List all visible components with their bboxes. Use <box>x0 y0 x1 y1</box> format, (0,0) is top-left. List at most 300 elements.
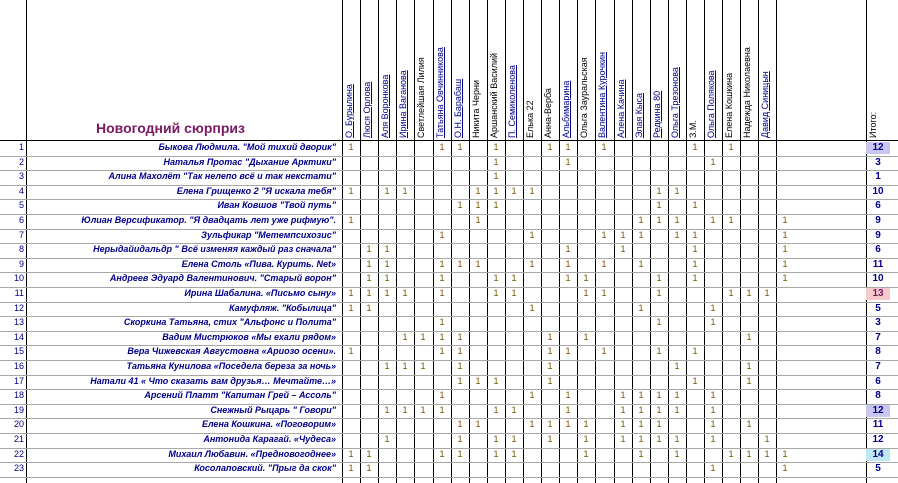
vote-mark: 1 <box>457 259 463 269</box>
vote-mark: 1 <box>493 200 499 210</box>
vote-mark: 1 <box>710 434 716 444</box>
row-total: 5 <box>875 463 881 474</box>
entry-title[interactable]: Быкова Людмила. "Мой тихий дворик" <box>158 142 336 152</box>
vote-mark: 1 <box>656 200 662 210</box>
vote-mark: 1 <box>348 303 354 313</box>
column-header-label: Ольга Полякова <box>706 70 716 138</box>
column-header[interactable] <box>505 2 523 138</box>
vote-mark: 1 <box>493 273 499 283</box>
vote-mark: 1 <box>547 376 553 386</box>
vote-mark: 1 <box>402 186 408 196</box>
row-number: 17 <box>13 376 24 386</box>
vote-mark: 1 <box>638 449 644 459</box>
entry-title[interactable]: Ирина Шабалина. «Письмо сыну» <box>184 288 336 298</box>
column-header-label: Аля Воронкова <box>380 74 390 138</box>
column-header-label: Альбимарина <box>561 80 571 138</box>
vote-mark: 1 <box>583 449 589 459</box>
vote-mark: 1 <box>764 288 770 298</box>
vote-mark: 1 <box>674 434 680 444</box>
vote-mark: 1 <box>565 405 571 415</box>
vote-mark: 1 <box>511 434 517 444</box>
vote-mark: 1 <box>439 449 445 459</box>
vote-mark: 1 <box>547 142 553 152</box>
vote-mark: 1 <box>764 449 770 459</box>
vote-mark: 1 <box>638 259 644 269</box>
vote-mark: 1 <box>656 346 662 356</box>
vote-mark: 1 <box>511 449 517 459</box>
vote-mark: 1 <box>565 259 571 269</box>
entry-title[interactable]: Юлиан Версификатор. "Я двадцать лет уже рифмую". <box>81 215 336 225</box>
column-header[interactable] <box>668 2 686 138</box>
vote-mark: 1 <box>439 390 445 400</box>
vote-mark: 1 <box>493 142 499 152</box>
vote-mark: 1 <box>638 230 644 240</box>
entry-title[interactable]: Елена Кошкина. «Поговорим» <box>201 419 336 429</box>
vote-mark: 1 <box>439 346 445 356</box>
vote-mark: 1 <box>674 449 680 459</box>
column-header-label: Никита Черни <box>471 79 481 138</box>
entry-title[interactable]: Михаил Любавин. «Предновогоднее» <box>168 449 336 459</box>
vote-mark: 1 <box>475 376 481 386</box>
vote-mark: 1 <box>439 273 445 283</box>
entry-title[interactable]: Иван Ковшов "Твой путь" <box>217 200 336 210</box>
vote-mark: 1 <box>565 157 571 167</box>
row-number: 18 <box>13 390 24 400</box>
vote-mark: 1 <box>782 463 788 473</box>
vote-mark: 1 <box>638 390 644 400</box>
header-divider <box>0 140 898 141</box>
column-header-label: Ольга Трезонова <box>670 67 680 138</box>
vote-mark: 1 <box>620 405 626 415</box>
vote-mark: 1 <box>692 376 698 386</box>
vote-mark: 1 <box>656 186 662 196</box>
vote-mark: 1 <box>638 405 644 415</box>
vote-mark: 1 <box>475 186 481 196</box>
vote-mark: 1 <box>366 259 372 269</box>
column-header[interactable] <box>758 2 776 138</box>
vote-mark: 1 <box>348 463 354 473</box>
row-number: 20 <box>13 419 24 429</box>
row-total: 8 <box>875 390 881 401</box>
column-header-label: Редкина 80 <box>652 90 662 138</box>
row-total: 5 <box>875 303 881 314</box>
vote-mark: 1 <box>638 434 644 444</box>
entry-title[interactable]: Антонида Карагай. «Чудеса» <box>203 434 336 444</box>
vote-mark: 1 <box>728 142 734 152</box>
vote-mark: 1 <box>638 303 644 313</box>
vote-mark: 1 <box>692 259 698 269</box>
vote-mark: 1 <box>782 273 788 283</box>
row-number: 16 <box>13 361 24 371</box>
row-total: 10 <box>872 273 884 284</box>
column-header-label: Элая Кыса <box>634 92 644 138</box>
vote-mark: 1 <box>601 142 607 152</box>
column-header-label: Ольга Зауральская <box>579 57 589 138</box>
row-total: 12 <box>866 142 890 154</box>
vote-mark: 1 <box>511 405 517 415</box>
row-number: 1 <box>18 142 24 152</box>
row-number: 14 <box>13 332 24 342</box>
column-header-label: Елена Кошкина <box>724 72 734 138</box>
row-divider <box>0 477 898 478</box>
vote-mark: 1 <box>384 361 390 371</box>
column-header[interactable] <box>378 2 396 138</box>
column-header-label: Анна-Верба <box>543 88 553 138</box>
row-total: 9 <box>875 230 881 241</box>
vote-mark: 1 <box>457 142 463 152</box>
row-total: 1 <box>875 171 881 182</box>
column-header[interactable] <box>632 2 650 138</box>
vote-mark: 1 <box>366 273 372 283</box>
vote-mark: 1 <box>493 449 499 459</box>
entry-title[interactable]: Вадим Мистрюков «Мы ехали рядом» <box>162 332 336 342</box>
vote-mark: 1 <box>348 186 354 196</box>
vote-mark: 1 <box>710 405 716 415</box>
vote-mark: 1 <box>348 142 354 152</box>
column-header[interactable] <box>469 2 487 138</box>
total-header <box>866 2 884 138</box>
row-number: 8 <box>18 244 24 254</box>
vote-mark: 1 <box>656 419 662 429</box>
vote-mark: 1 <box>656 273 662 283</box>
vote-mark: 1 <box>620 230 626 240</box>
vote-mark: 1 <box>457 346 463 356</box>
sheet-title: Новогодний сюрприз <box>96 120 245 136</box>
vote-mark: 1 <box>565 390 571 400</box>
entry-title[interactable]: Косолаповский. "Прыг да скок" <box>194 463 336 473</box>
column-header[interactable] <box>433 2 451 138</box>
vote-mark: 1 <box>656 215 662 225</box>
vote-mark: 1 <box>710 390 716 400</box>
vote-mark: 1 <box>583 434 589 444</box>
vote-mark: 1 <box>638 419 644 429</box>
vote-mark: 1 <box>674 361 680 371</box>
row-number: 22 <box>13 449 24 459</box>
entry-title[interactable]: Скоркина Татьяна, стих "Альфонс и Полита" <box>123 317 336 327</box>
vote-mark: 1 <box>674 215 680 225</box>
row-number: 2 <box>18 157 24 167</box>
vote-mark: 1 <box>782 449 788 459</box>
vote-mark: 1 <box>746 449 752 459</box>
entry-title[interactable]: Натали 41 « Что сказать вам друзья… Мечтайте…» <box>90 376 336 386</box>
vote-mark: 1 <box>457 449 463 459</box>
vote-mark: 1 <box>710 317 716 327</box>
vote-mark: 1 <box>366 303 372 313</box>
vote-mark: 1 <box>457 200 463 210</box>
entry-title[interactable]: Андреев Эдуард Валентинович. "Старый ворон" <box>109 273 336 283</box>
vote-mark: 1 <box>529 259 535 269</box>
column-header[interactable] <box>577 2 595 138</box>
column-header-label: Алена Качина <box>616 79 626 138</box>
vote-mark: 1 <box>656 390 662 400</box>
row-total: 8 <box>875 346 881 357</box>
column-header[interactable] <box>686 2 704 138</box>
vote-mark: 1 <box>529 230 535 240</box>
total-header-label: Итого: <box>868 111 878 138</box>
vote-mark: 1 <box>402 332 408 342</box>
vote-mark: 1 <box>457 376 463 386</box>
vote-mark: 1 <box>457 361 463 371</box>
vote-mark: 1 <box>402 288 408 298</box>
vote-mark: 1 <box>457 419 463 429</box>
vote-mark: 1 <box>656 434 662 444</box>
vote-mark: 1 <box>638 215 644 225</box>
vote-mark: 1 <box>439 142 445 152</box>
vote-mark: 1 <box>529 186 535 196</box>
vote-mark: 1 <box>656 317 662 327</box>
vote-mark: 1 <box>746 332 752 342</box>
row-total: 6 <box>875 244 881 255</box>
column-header[interactable] <box>595 2 613 138</box>
vote-mark: 1 <box>511 273 517 283</box>
vote-mark: 1 <box>656 288 662 298</box>
vote-mark: 1 <box>782 230 788 240</box>
column-header[interactable] <box>360 2 378 138</box>
entry-title[interactable]: Нерыдайидальдр " Всё изменяя каждый раз сначала" <box>93 244 336 254</box>
column-header[interactable] <box>722 2 740 138</box>
vote-mark: 1 <box>710 303 716 313</box>
vote-mark: 1 <box>348 449 354 459</box>
row-number: 6 <box>18 215 24 225</box>
column-header[interactable] <box>559 2 577 138</box>
vote-mark: 1 <box>692 273 698 283</box>
column-header-label: Татьяна Овчинникова <box>435 47 445 138</box>
vote-mark: 1 <box>493 171 499 181</box>
row-total: 11 <box>872 419 884 430</box>
entry-title[interactable]: Елена Грищенко 2 "Я искала тебя" <box>176 186 336 196</box>
vote-mark: 1 <box>366 463 372 473</box>
column-header[interactable] <box>614 2 632 138</box>
row-total: 13 <box>866 288 890 300</box>
column-header[interactable] <box>523 2 541 138</box>
vote-mark: 1 <box>728 215 734 225</box>
column-header[interactable] <box>740 2 758 138</box>
vote-mark: 1 <box>420 361 426 371</box>
vote-mark: 1 <box>764 434 770 444</box>
vote-mark: 1 <box>692 142 698 152</box>
vote-mark: 1 <box>348 215 354 225</box>
entry-title[interactable]: Камуфляж. "Кобылица" <box>229 303 336 313</box>
row-number: 23 <box>13 463 24 473</box>
vote-mark: 1 <box>366 288 372 298</box>
vote-mark: 1 <box>620 419 626 429</box>
vote-mark: 1 <box>439 332 445 342</box>
vote-mark: 1 <box>601 230 607 240</box>
column-header-label: Аршанский Василий <box>489 52 499 138</box>
vote-mark: 1 <box>384 405 390 415</box>
row-number: 5 <box>18 200 24 210</box>
vote-mark: 1 <box>692 230 698 240</box>
vote-mark: 1 <box>674 186 680 196</box>
vote-mark: 1 <box>565 273 571 283</box>
row-number: 13 <box>13 317 24 327</box>
column-header-label: Люся Орлова <box>362 81 372 138</box>
vote-mark: 1 <box>746 376 752 386</box>
vote-mark: 1 <box>547 361 553 371</box>
row-total: 6 <box>875 200 881 211</box>
vote-mark: 1 <box>583 288 589 298</box>
vote-mark: 1 <box>420 405 426 415</box>
vote-mark: 1 <box>348 346 354 356</box>
column-header-label: О.Н. Барабаш <box>453 78 463 138</box>
vote-mark: 1 <box>493 157 499 167</box>
row-total: 14 <box>866 449 890 461</box>
vote-mark: 1 <box>710 463 716 473</box>
vote-mark: 1 <box>439 317 445 327</box>
column-header-label: Давид Синицын <box>760 71 770 138</box>
column-header-label: Елька 22 <box>525 100 535 138</box>
row-number: 4 <box>18 186 24 196</box>
entry-title[interactable]: Алина Махолёт "Так нелепо всё и так некстати" <box>108 171 336 181</box>
vote-mark: 1 <box>511 288 517 298</box>
vote-mark: 1 <box>782 215 788 225</box>
vote-mark: 1 <box>384 273 390 283</box>
vote-mark: 1 <box>511 186 517 196</box>
vote-mark: 1 <box>746 288 752 298</box>
column-header-label: Валентина Курочкин <box>597 52 607 138</box>
column-header[interactable] <box>541 2 559 138</box>
vote-mark: 1 <box>366 244 372 254</box>
row-total: 12 <box>866 405 890 417</box>
vote-mark: 1 <box>728 288 734 298</box>
column-header-label: Надежда Николаевна <box>742 47 752 138</box>
vote-mark: 1 <box>692 244 698 254</box>
vote-mark: 1 <box>601 259 607 269</box>
row-total: 11 <box>872 259 884 270</box>
vote-mark: 1 <box>583 273 589 283</box>
vote-mark: 1 <box>620 390 626 400</box>
vote-mark: 1 <box>384 244 390 254</box>
vote-mark: 1 <box>728 449 734 459</box>
vote-mark: 1 <box>547 332 553 342</box>
vote-mark: 1 <box>402 361 408 371</box>
column-header[interactable] <box>650 2 668 138</box>
row-total: 6 <box>875 376 881 387</box>
row-number: 15 <box>13 346 24 356</box>
column-header[interactable] <box>342 2 360 138</box>
row-total: 7 <box>875 361 881 372</box>
row-total: 12 <box>872 434 884 445</box>
column-header[interactable] <box>396 2 414 138</box>
column-header-label: З.М. <box>688 120 698 138</box>
vote-mark: 1 <box>402 405 408 415</box>
column-header[interactable] <box>414 2 432 138</box>
row-number: 11 <box>14 288 24 298</box>
vote-mark: 1 <box>384 434 390 444</box>
entry-title[interactable]: Зульфикар "Метемпсихозис" <box>201 230 336 240</box>
vote-mark: 1 <box>475 200 481 210</box>
vote-mark: 1 <box>674 230 680 240</box>
vote-mark: 1 <box>439 288 445 298</box>
vote-mark: 1 <box>746 361 752 371</box>
vote-mark: 1 <box>366 449 372 459</box>
vote-mark: 1 <box>746 419 752 429</box>
vote-mark: 1 <box>601 346 607 356</box>
column-header-label: Ирина Ваганова <box>398 70 408 138</box>
vote-mark: 1 <box>692 346 698 356</box>
column-header-label: Светлейшая Лилия <box>416 57 426 138</box>
vote-mark: 1 <box>384 288 390 298</box>
vote-mark: 1 <box>565 142 571 152</box>
vote-mark: 1 <box>493 186 499 196</box>
vote-mark: 1 <box>384 186 390 196</box>
vote-mark: 1 <box>457 332 463 342</box>
vote-mark: 1 <box>439 405 445 415</box>
vote-mark: 1 <box>493 434 499 444</box>
row-number: 10 <box>13 273 24 283</box>
entry-title[interactable]: Елена Столь «Пива. Курить. Net» <box>181 259 336 269</box>
row-total: 3 <box>875 317 881 328</box>
vote-mark: 1 <box>547 346 553 356</box>
row-number: 9 <box>18 259 24 269</box>
entry-title[interactable]: Наталья Протас "Дыхание Арктики" <box>163 157 336 167</box>
vote-mark: 1 <box>475 215 481 225</box>
vote-mark: 1 <box>656 405 662 415</box>
column-header[interactable] <box>487 2 505 138</box>
row-total: 7 <box>875 332 881 343</box>
vote-mark: 1 <box>565 244 571 254</box>
vote-mark: 1 <box>457 434 463 444</box>
column-header[interactable] <box>451 2 469 138</box>
vote-mark: 1 <box>620 244 626 254</box>
row-number: 21 <box>13 434 24 444</box>
vote-mark: 1 <box>710 157 716 167</box>
vote-mark: 1 <box>475 419 481 429</box>
vote-mark: 1 <box>674 390 680 400</box>
row-number: 19 <box>13 405 24 415</box>
vote-mark: 1 <box>439 259 445 269</box>
vote-mark: 1 <box>384 259 390 269</box>
vote-mark: 1 <box>493 288 499 298</box>
vote-mark: 1 <box>565 346 571 356</box>
vote-mark: 1 <box>439 230 445 240</box>
vote-mark: 1 <box>475 259 481 269</box>
entry-title[interactable]: Арсений Платт "Капитан Грей – Ассоль" <box>144 390 336 400</box>
vote-mark: 1 <box>674 405 680 415</box>
vote-mark: 1 <box>583 332 589 342</box>
column-header[interactable] <box>704 2 722 138</box>
vote-mark: 1 <box>692 200 698 210</box>
vote-mark: 1 <box>529 390 535 400</box>
vote-mark: 1 <box>493 405 499 415</box>
vote-mark: 1 <box>529 419 535 429</box>
vote-mark: 1 <box>782 244 788 254</box>
vote-mark: 1 <box>420 332 426 342</box>
vote-mark: 1 <box>348 288 354 298</box>
row-total: 9 <box>875 215 881 226</box>
vote-mark: 1 <box>583 419 589 429</box>
vote-mark: 1 <box>710 215 716 225</box>
entry-title[interactable]: Татьяна Кунилова «Поседела береза за ночь» <box>126 361 336 371</box>
column-header-label: О. Бурылина <box>344 84 354 138</box>
column-divider <box>776 0 777 483</box>
entry-title[interactable]: Вера Чижевская Августовна «Ариозо осени». <box>127 346 336 356</box>
row-total: 3 <box>875 157 881 168</box>
entry-title[interactable]: Снежный Рыцарь " Говори" <box>210 405 336 415</box>
vote-mark: 1 <box>547 419 553 429</box>
column-header-label: П. Семиколенова <box>507 65 517 138</box>
vote-mark: 1 <box>620 434 626 444</box>
vote-mark: 1 <box>601 288 607 298</box>
vote-mark: 1 <box>710 419 716 429</box>
row-total: 10 <box>872 186 884 197</box>
vote-mark: 1 <box>547 434 553 444</box>
vote-mark: 1 <box>565 419 571 429</box>
row-number: 3 <box>18 171 24 181</box>
row-number: 12 <box>13 303 24 313</box>
vote-mark: 1 <box>493 376 499 386</box>
row-number: 7 <box>18 230 24 240</box>
